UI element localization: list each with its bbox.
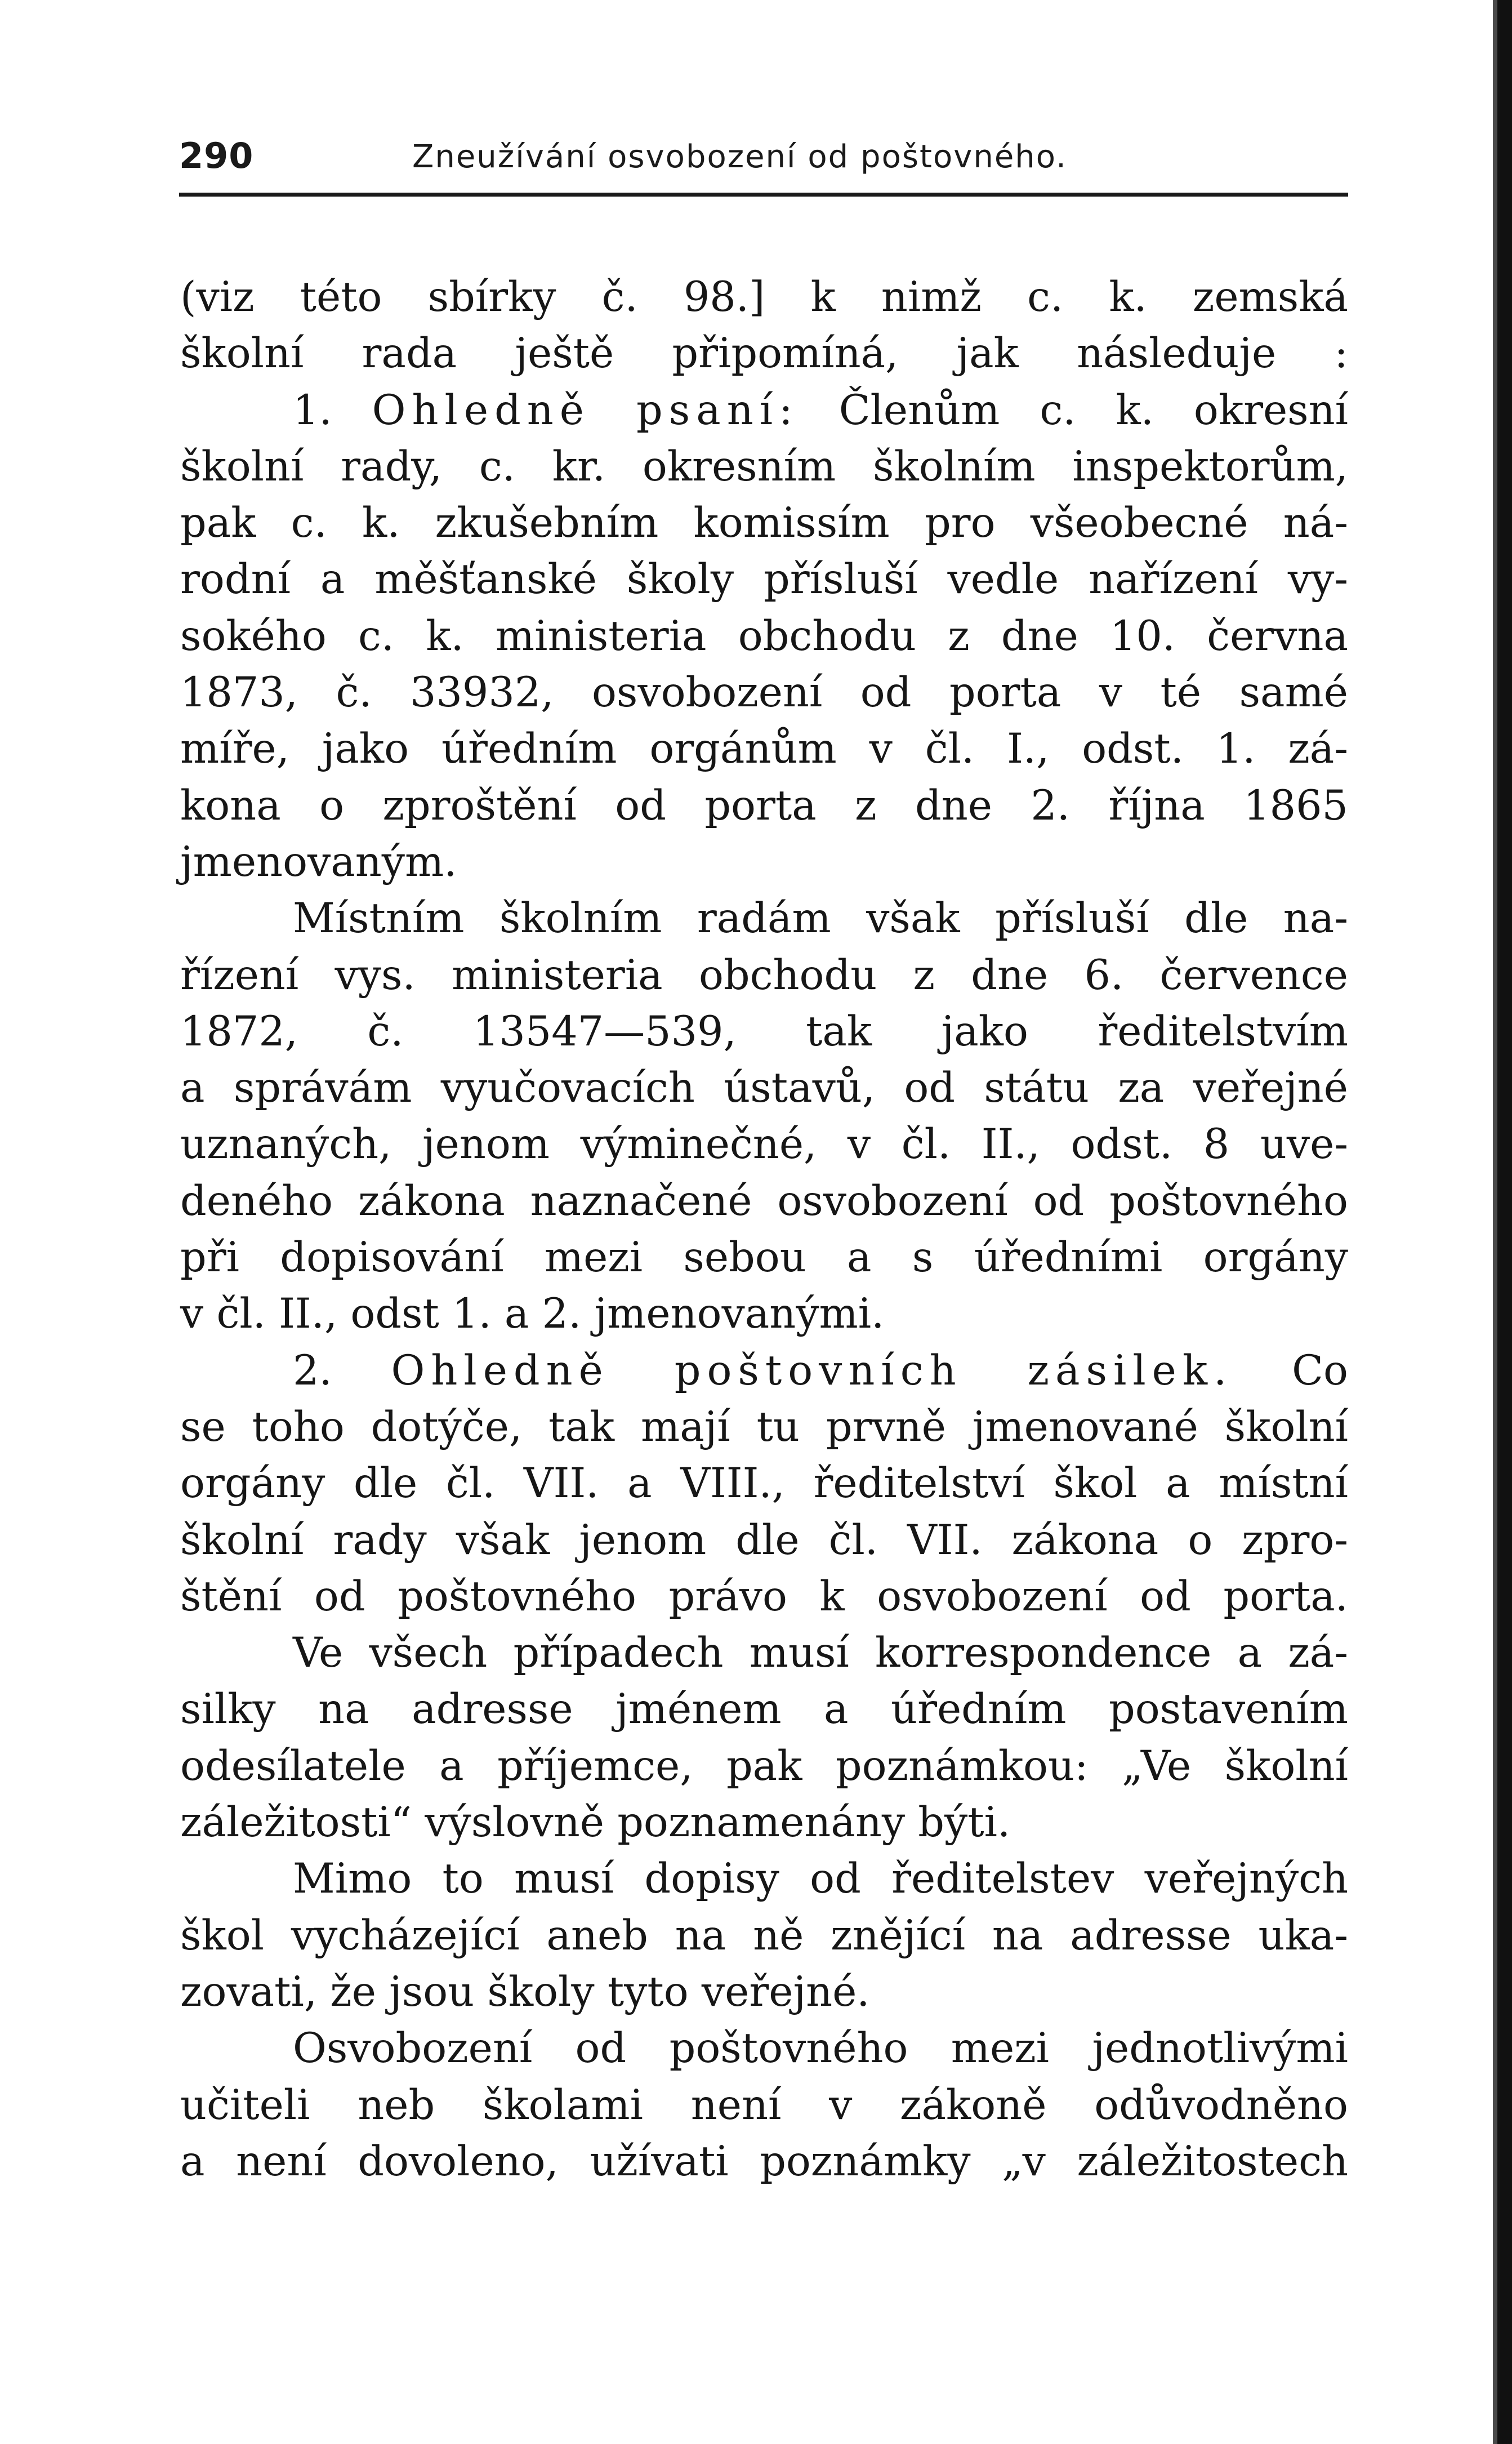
text-line: škol vycházející aneb na ně znějící na adresse uka- (180, 1911, 1348, 1960)
text-line: 1872, č. 13547—539, tak jako ředitelstvím (180, 1007, 1348, 1056)
text-line: a není dovoleno, užívati poznámky „v záležitostech (180, 2137, 1348, 2185)
scan-edge (1497, 0, 1512, 2444)
text-line: školní rada ještě připomíná, jak následuje : (180, 330, 1348, 378)
text-line: Místním školním radám však přísluší dle na- (293, 894, 1348, 943)
text-line: Osvobození od poštovného mezi jednotlivými (293, 2024, 1348, 2073)
item-heading: Ohledně psaní: (372, 386, 799, 434)
text-line: školní rady však jenom dle čl. VII. zákona o zpro- (180, 1516, 1348, 1564)
text-line: se toho dotýče, tak mají tu prvně jmenované školní (180, 1403, 1348, 1451)
running-head (179, 135, 1339, 186)
text-line: deného zákona naznačené osvobození od poštovného (180, 1177, 1348, 1225)
scan-edge-shadow (1493, 0, 1497, 2444)
text-line: jmenovaným. (180, 838, 457, 886)
text-line: záležitosti“ výslovně poznamenány býti. (180, 1799, 1011, 1847)
text-line: silky na adresse jménem a úředním postavením (180, 1685, 1348, 1734)
running-title: Zneužívání osvobození od poštovného. (412, 139, 1067, 175)
text-line: (viz této sbírky č. 98.] k nimž c. k. zemská (180, 273, 1348, 321)
item-number: 1. (293, 386, 372, 434)
text-line (180, 382, 1348, 439)
text-line: a správám vyučovacích ústavů, od státu za veřejné (180, 1064, 1348, 1112)
text-line: Mimo to musí dopisy od ředitelstev veřejných (293, 1855, 1348, 1903)
text-line: míře, jako úředním orgánům v čl. I., odst. 1. zá- (180, 725, 1348, 773)
body-text (180, 269, 1348, 2190)
text-line: učiteli neb školami není v zákoně odůvodněno (180, 2081, 1348, 2129)
text-line: Ve všech případech musí korrespondence a zá- (293, 1629, 1348, 1677)
text-line: rodní a měšťanské školy přísluší vedle nařízení vy- (180, 555, 1348, 604)
text-line: 1873, č. 33932, osvobození od porta v té samé (180, 669, 1348, 717)
text-line: zovati, že jsou školy tyto veřejné. (180, 1967, 870, 2016)
text-line: orgány dle čl. VII. a VIII., ředitelství škol a místní (180, 1459, 1348, 1508)
item-number: 2. (293, 1346, 391, 1395)
text-line: štění od poštovného právo k osvobození od porta. (180, 1572, 1348, 1621)
text-line: řízení vys. ministeria obchodu z dne 6. července (180, 951, 1348, 999)
text-line: kona o zproštění od porta z dne 2. října 1865 (180, 781, 1348, 830)
text-line: sokého c. k. ministeria obchodu z dne 10. června (180, 612, 1348, 660)
item-heading: Ohledně poštovních zásilek. (391, 1346, 1233, 1395)
text-line: pak c. k. zkušebním komissím pro všeobecné ná- (180, 499, 1348, 547)
page-number: 290 (179, 135, 254, 176)
text-line: odesílatele a příjemce, pak poznámkou: „Ve školní (180, 1742, 1348, 1790)
text-line: uznaných, jenom výminečné, v čl. II., odst. 8 uve- (180, 1120, 1348, 1169)
text-line: při dopisování mezi sebou a s úředními orgány (180, 1234, 1348, 1282)
text-line: školní rady, c. kr. okresním školním inspektorům, (180, 442, 1348, 491)
item-text: Členům c. k. okresní (799, 386, 1349, 434)
item-text: Co (1233, 1346, 1348, 1395)
text-line (180, 1343, 1348, 1399)
text-line: v čl. II., odst 1. a 2. jmenovanými. (180, 1290, 885, 1338)
header-rule (179, 193, 1348, 197)
